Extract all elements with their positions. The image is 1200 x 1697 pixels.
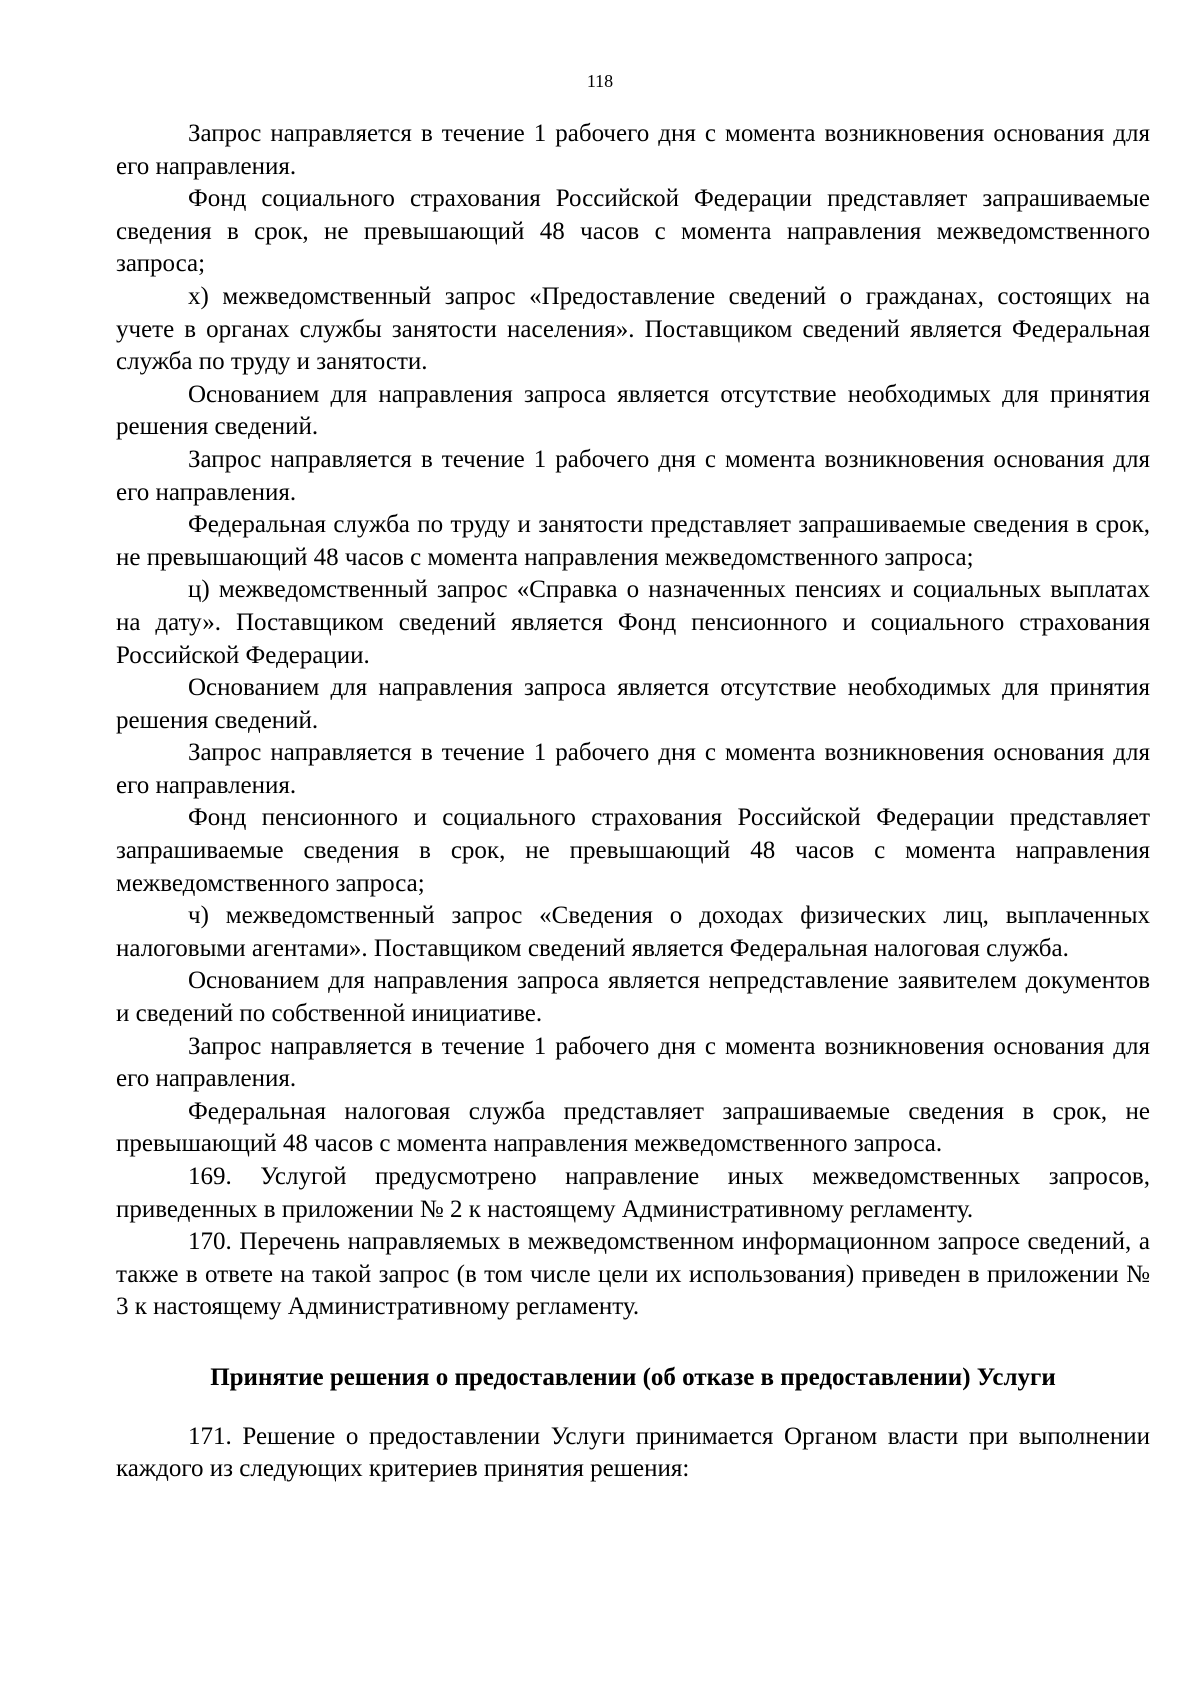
document-body [116, 118, 1150, 1486]
paragraph: Федеральная налоговая служба представляет запрашиваемые сведения в срок, не превышающий 48 часов с момента направления межведомственного запроса. [116, 1097, 1150, 1158]
page-number: 118 [586, 71, 614, 91]
paragraph: Фонд социального страхования Российской Федерации представляет запрашиваемые сведения в срок, не превышающий 48 часов с момента направления межведомственного запроса; [116, 185, 1150, 278]
paragraph: ч) межведомственный запрос «Сведения о доходах физических лиц, выплаченных налоговыми агентами». Поставщиком сведений является Федеральная налоговая служба. [116, 902, 1150, 962]
paragraph: 170. Перечень направляемых в межведомственном информационном запросе сведений, а также в ответе на такой запрос (в том числе цели их использования) приведен в приложении № 3 к настоящему Административному регламенту. [116, 1228, 1150, 1321]
paragraph: Основанием для направления запроса является отсутствие необходимых для принятия решения сведений. [116, 674, 1150, 734]
paragraph: 169. Услугой предусмотрено направление иных межведомственных запросов, приведенных в приложении № 2 к настоящему Административному регламенту. [116, 1163, 1150, 1223]
paragraph: Запрос направляется в течение 1 рабочего дня с момента возникновения основания для его направления. [116, 1032, 1150, 1093]
paragraph: Запрос направляется в течение 1 рабочего дня с момента возникновения основания для его направления. [116, 445, 1150, 506]
paragraph: х) межведомственный запрос «Предоставление сведений о гражданах, состоящих на учете в органах службы занятости населения». Поставщиком сведений является Федеральная служба по труду и занятости. [116, 282, 1150, 376]
paragraph: Фонд пенсионного и социального страхования Российской Федерации представляет запрашиваемые сведения в срок, не превышающий 48 часов с момента направления межведомственного запроса; [116, 804, 1150, 897]
paragraph: Запрос направляется в течение 1 рабочего дня с момента возникновения основания для его направления. [116, 120, 1150, 180]
paragraph: 171. Решение о предоставлении Услуги принимается Органом власти при выполнении каждого из следующих критериев принятия решения: [116, 1422, 1150, 1483]
section-heading: Принятие решения о предоставлении (об отказе в предоставлении) Услуги [210, 1363, 1056, 1391]
paragraph: Федеральная служба по труду и занятости представляет запрашиваемые сведения в срок, не превышающий 48 часов с момента направления межведомственного запроса; [116, 511, 1150, 571]
paragraph: ц) межведомственный запрос «Справка о назначенных пенсиях и социальных выплатах на дату». Поставщиком сведений является Фонд пенсионного и социального страхования Российской Федерации. [116, 576, 1150, 669]
paragraph: Запрос направляется в течение 1 рабочего дня с момента возникновения основания для его направления. [116, 739, 1150, 799]
paragraph: Основанием для направления запроса является непредставление заявителем документов и сведений по собственной инициативе. [116, 967, 1150, 1028]
paragraph: Основанием для направления запроса является отсутствие необходимых для принятия решения сведений. [116, 380, 1150, 441]
